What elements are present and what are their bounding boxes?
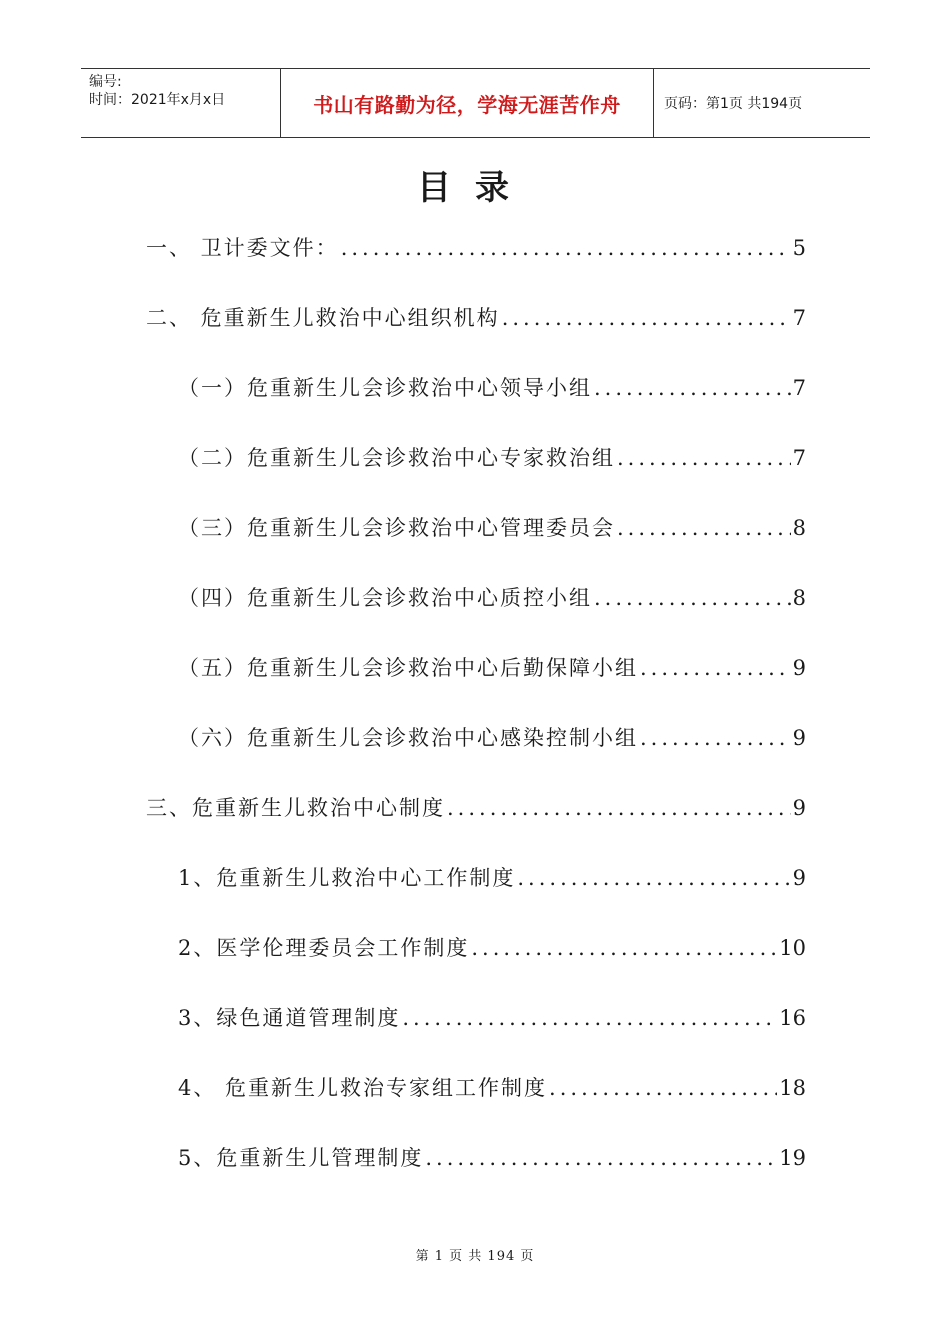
toc-leader — [594, 586, 791, 610]
toc-item[interactable] — [178, 862, 806, 906]
toc-leader — [502, 306, 791, 330]
toc-item-label: 二、 危重新生儿救治中心组织机构 — [146, 306, 500, 330]
toc-item[interactable] — [178, 372, 806, 416]
toc-item-label: 5、危重新生儿管理制度 — [178, 1146, 424, 1170]
toc-item-label: 三、危重新生儿救治中心制度 — [146, 796, 445, 820]
toc-item[interactable] — [178, 1142, 806, 1186]
page-title: 目录 — [417, 168, 533, 208]
toc-item-label: （三）危重新生儿会诊救治中心管理委员会 — [178, 516, 615, 540]
toc-item[interactable] — [146, 792, 806, 836]
toc-item-label: 3、绿色通道管理制度 — [178, 1006, 401, 1030]
toc-item-label: 一、 卫计委文件： — [146, 236, 339, 260]
toc-item-label: 2、医学伦理委员会工作制度 — [178, 936, 470, 960]
toc-item-page: 8 — [792, 586, 806, 610]
serial-label: 编号: — [89, 74, 122, 90]
toc-leader — [402, 1006, 777, 1030]
toc-item-page: 16 — [779, 1006, 806, 1030]
toc-leader — [471, 936, 777, 960]
page-footer: 第 1 页 共 194 页 — [415, 1249, 535, 1264]
toc-item[interactable] — [146, 232, 806, 276]
toc-item[interactable] — [178, 582, 806, 626]
toc-item-page: 7 — [792, 376, 806, 400]
toc-item[interactable] — [178, 1002, 806, 1046]
toc-item[interactable] — [178, 722, 806, 766]
header-page-cell — [654, 69, 870, 137]
toc-item[interactable] — [178, 932, 806, 976]
toc-item-label: （四）危重新生儿会诊救治中心质控小组 — [178, 586, 592, 610]
toc-item-page: 9 — [792, 796, 806, 820]
toc-item-label: （六）危重新生儿会诊救治中心感染控制小组 — [178, 726, 638, 750]
toc-item-label: 1、危重新生儿救治中心工作制度 — [178, 866, 516, 890]
header-meta-cell — [81, 69, 281, 137]
motto: 书山有路勤为径，学海无涯苦作舟 — [313, 92, 621, 117]
toc-leader — [341, 236, 791, 260]
toc-leader — [640, 726, 791, 750]
toc-item-page: 9 — [792, 726, 806, 750]
toc-leader — [425, 1146, 777, 1170]
toc-item-page: 18 — [779, 1076, 806, 1100]
toc-item-page: 7 — [792, 446, 806, 470]
toc-item-label: （五）危重新生儿会诊救治中心后勤保障小组 — [178, 656, 638, 680]
page-info: 页码：第1页 共194页 — [664, 96, 803, 112]
time-label: 时间：2021年x月x日 — [89, 92, 226, 108]
toc-item-label: （一）危重新生儿会诊救治中心领导小组 — [178, 376, 592, 400]
toc-item-page: 8 — [792, 516, 806, 540]
toc-leader — [594, 376, 791, 400]
toc-item-page: 19 — [779, 1146, 806, 1170]
toc-item-page: 9 — [792, 866, 806, 890]
toc-item[interactable] — [146, 302, 806, 346]
toc-item-page: 9 — [792, 656, 806, 680]
toc-item-page: 5 — [792, 236, 806, 260]
toc-item-label: （二）危重新生儿会诊救治中心专家救治组 — [178, 446, 615, 470]
toc-item-page: 7 — [792, 306, 806, 330]
toc-leader — [549, 1076, 777, 1100]
toc-item[interactable] — [178, 652, 806, 696]
toc-item[interactable] — [178, 1072, 806, 1116]
toc-item-label: 4、 危重新生儿救治专家组工作制度 — [178, 1076, 548, 1100]
toc-item[interactable] — [178, 442, 806, 486]
toc-leader — [617, 446, 791, 470]
toc-leader — [447, 796, 791, 820]
toc-leader — [617, 516, 791, 540]
header-table — [81, 68, 870, 138]
toc-item[interactable] — [178, 512, 806, 556]
toc-item-page: 10 — [779, 936, 806, 960]
toc-leader — [517, 866, 790, 890]
toc-leader — [640, 656, 791, 680]
header-motto-cell — [281, 69, 654, 137]
